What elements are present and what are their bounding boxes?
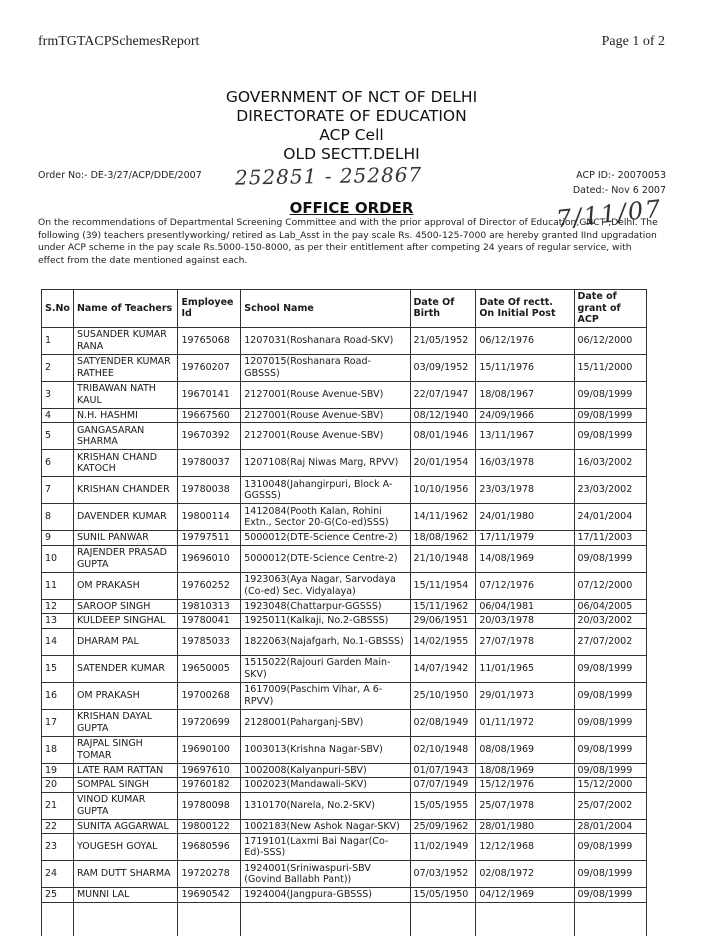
cell-sno: 15 [42,655,74,682]
letterhead [0,88,703,164]
cell-recruitment-date: 17/11/1979 [476,531,574,546]
cell-sno: 7 [42,477,74,504]
cell-acp-grant-date: 15/12/2000 [574,778,646,793]
cell-school: 1923048(Chattarpur-GGSSS) [241,599,410,614]
table-row [42,709,647,736]
empty-cell [476,902,574,936]
acp-id: ACP ID:- 20070053 [576,170,666,181]
cell-school: 1924001(Sriniwaspuri-SBV (Govind Ballabh Pant)) [241,861,410,888]
cell-name: OM PRAKASH [73,572,178,599]
cell-recruitment-date: 24/01/1980 [476,504,574,531]
cell-dob: 25/09/1962 [410,819,476,834]
cell-recruitment-date: 18/08/1967 [476,381,574,408]
table-row [42,763,647,778]
cell-employee-id: 19690100 [178,736,241,763]
cell-sno: 20 [42,778,74,793]
cell-name: SUNIL PANWAR [73,531,178,546]
header-school: School Name [241,290,410,328]
cell-name: MUNNI LAL [73,888,178,903]
cell-school: 1923063(Aya Nagar, Sarvodaya (Co-ed) Sec. Vidyalaya) [241,572,410,599]
cell-name: LATE RAM RATTAN [73,763,178,778]
cell-recruitment-date: 11/01/1965 [476,655,574,682]
cell-name: SUSANDER KUMAR RANA [73,327,178,354]
table-row [42,834,647,861]
header-sno: S.No [42,290,74,328]
cell-employee-id: 19780038 [178,477,241,504]
cell-school: 1924004(Jangpura-GBSSS) [241,888,410,903]
cell-school: 1207015(Roshanara Road-GBSSS) [241,354,410,381]
cell-sno: 17 [42,709,74,736]
cell-name: RAM DUTT SHARMA [73,861,178,888]
cell-name: KULDEEP SINGHAL [73,614,178,629]
letterhead-government: GOVERNMENT OF NCT OF DELHI [225,88,478,106]
cell-sno: 16 [42,682,74,709]
cell-sno: 23 [42,834,74,861]
cell-acp-grant-date: 09/08/1999 [574,709,646,736]
page-indicator: Page 1 of 2 [601,34,665,49]
cell-school: 1002023(Mandawali-SKV) [241,778,410,793]
cell-sno: 24 [42,861,74,888]
cell-recruitment-date: 14/08/1969 [476,545,574,572]
cell-employee-id: 19720278 [178,861,241,888]
cell-acp-grant-date: 09/08/1999 [574,736,646,763]
cell-sno: 21 [42,792,74,819]
cell-employee-id: 19780041 [178,614,241,629]
cell-employee-id: 19760182 [178,778,241,793]
table-row [42,655,647,682]
cell-sno: 8 [42,504,74,531]
cell-employee-id: 19765068 [178,327,241,354]
order-preamble: On the recommendations of Departmental Screening Committee and with the prior approval of Director of Education,GNCT ,Delhi. The following (39) teachers presentlyworking/ retired as Lab_Asst in the pay scale Rs. 4500-125-7000 are hereby granted IInd upgradation under ACP scheme in the pay scale Rs.5000-150-8000, as per their entitlement after competing 24 years of regular service, with effect from the date mentioned against each. [38,217,658,266]
cell-dob: 10/10/1956 [410,477,476,504]
cell-name: SUNITA AGGARWAL [73,819,178,834]
handwritten-reference-number: 252851 - 252867 [234,162,423,190]
cell-dob: 14/07/1942 [410,655,476,682]
table-row [42,477,647,504]
cell-acp-grant-date: 09/08/1999 [574,545,646,572]
cell-acp-grant-date: 15/11/2000 [574,354,646,381]
cell-sno: 1 [42,327,74,354]
table-row [42,599,647,614]
cell-employee-id: 19785033 [178,628,241,655]
cell-recruitment-date: 01/11/1972 [476,709,574,736]
cell-school: 1310170(Narela, No.2-SKV) [241,792,410,819]
cell-recruitment-date: 29/01/1973 [476,682,574,709]
cell-acp-grant-date: 25/07/2002 [574,792,646,819]
cell-recruitment-date: 20/03/1978 [476,614,574,629]
cell-acp-grant-date: 09/08/1999 [574,763,646,778]
table-row [42,408,647,423]
order-number: Order No:- DE-3/27/ACP/DDE/2007 [38,170,202,181]
cell-employee-id: 19697610 [178,763,241,778]
cell-sno: 3 [42,381,74,408]
cell-name: TRIBAWAN NATH KAUL [73,381,178,408]
cell-dob: 15/05/1955 [410,792,476,819]
letterhead-directorate: DIRECTORATE OF EDUCATION [236,107,467,125]
cell-acp-grant-date: 17/11/2003 [574,531,646,546]
cell-dob: 01/07/1943 [410,763,476,778]
cell-sno: 12 [42,599,74,614]
cell-employee-id: 19680596 [178,834,241,861]
print-header [38,34,665,52]
cell-recruitment-date: 06/04/1981 [476,599,574,614]
cell-recruitment-date: 15/12/1976 [476,778,574,793]
cell-recruitment-date: 06/12/1976 [476,327,574,354]
letterhead-address: OLD SECTT.DELHI [283,145,420,163]
cell-school: 2127001(Rouse Avenue-SBV) [241,408,410,423]
header-recruitment-date: Date Of rectt. On Initial Post [476,290,574,328]
cell-dob: 08/12/1940 [410,408,476,423]
cell-name: KRISHAN DAYAL GUPTA [73,709,178,736]
table-row [42,682,647,709]
cell-name: KRISHAN CHANDER [73,477,178,504]
header-name: Name of Teachers [73,290,178,328]
cell-school: 1515022(Rajouri Garden Main-SKV) [241,655,410,682]
cell-acp-grant-date: 09/08/1999 [574,408,646,423]
cell-name: DAVENDER KUMAR [73,504,178,531]
teachers-table [41,289,647,936]
empty-cell [574,902,646,936]
empty-cell [241,902,410,936]
letterhead-cell: ACP Cell [319,126,384,144]
cell-recruitment-date: 02/08/1972 [476,861,574,888]
cell-recruitment-date: 27/07/1978 [476,628,574,655]
cell-school: 1002183(New Ashok Nagar-SKV) [241,819,410,834]
cell-school: 1310048(Jahangirpuri, Block A-GGSSS) [241,477,410,504]
cell-dob: 02/10/1948 [410,736,476,763]
cell-acp-grant-date: 24/01/2004 [574,504,646,531]
table-row [42,819,647,834]
table-row [42,736,647,763]
cell-name: RAJPAL SINGH TOMAR [73,736,178,763]
cell-sno: 19 [42,763,74,778]
table-row [42,327,647,354]
cell-acp-grant-date: 09/08/1999 [574,682,646,709]
cell-dob: 29/06/1951 [410,614,476,629]
cell-acp-grant-date: 09/08/1999 [574,381,646,408]
cell-dob: 11/02/1949 [410,834,476,861]
cell-employee-id: 19797511 [178,531,241,546]
table-row [42,423,647,450]
cell-name: SATENDER KUMAR [73,655,178,682]
cell-sno: 10 [42,545,74,572]
order-date: Dated:- Nov 6 2007 [572,185,666,196]
cell-dob: 02/08/1949 [410,709,476,736]
cell-sno: 25 [42,888,74,903]
table-row [42,545,647,572]
cell-recruitment-date: 12/12/1968 [476,834,574,861]
cell-school: 2128001(Paharganj-SBV) [241,709,410,736]
cell-school: 1617009(Paschim Vihar, A 6-RPVV) [241,682,410,709]
cell-employee-id: 19720699 [178,709,241,736]
cell-school: 1207108(Raj Niwas Marg, RPVV) [241,450,410,477]
cell-dob: 25/10/1950 [410,682,476,709]
cell-sno: 13 [42,614,74,629]
cell-acp-grant-date: 07/12/2000 [574,572,646,599]
cell-name: GANGASARAN SHARMA [73,423,178,450]
cell-name: VINOD KUMAR GUPTA [73,792,178,819]
cell-employee-id: 19810313 [178,599,241,614]
table-row [42,450,647,477]
cell-name: OM PRAKASH [73,682,178,709]
cell-acp-grant-date: 23/03/2002 [574,477,646,504]
cell-acp-grant-date: 06/04/2005 [574,599,646,614]
cell-name: SATYENDER KUMAR RATHEE [73,354,178,381]
cell-sno: 11 [42,572,74,599]
table-row [42,614,647,629]
table-row [42,792,647,819]
cell-school: 2127001(Rouse Avenue-SBV) [241,381,410,408]
cell-dob: 20/01/1954 [410,450,476,477]
cell-recruitment-date: 25/07/1978 [476,792,574,819]
cell-acp-grant-date: 09/08/1999 [574,655,646,682]
cell-sno: 18 [42,736,74,763]
cell-employee-id: 19780098 [178,792,241,819]
cell-dob: 03/09/1952 [410,354,476,381]
cell-employee-id: 19760207 [178,354,241,381]
cell-sno: 14 [42,628,74,655]
cell-employee-id: 19667560 [178,408,241,423]
cell-sno: 2 [42,354,74,381]
empty-cell [410,902,476,936]
cell-school: 2127001(Rouse Avenue-SBV) [241,423,410,450]
table-header-row [42,290,647,328]
cell-employee-id: 19700268 [178,682,241,709]
table-row [42,778,647,793]
cell-dob: 08/01/1946 [410,423,476,450]
cell-acp-grant-date: 09/08/1999 [574,888,646,903]
cell-dob: 14/11/1962 [410,504,476,531]
cell-sno: 6 [42,450,74,477]
cell-employee-id: 19760252 [178,572,241,599]
cell-employee-id: 19696010 [178,545,241,572]
cell-name: SAROOP SINGH [73,599,178,614]
cell-employee-id: 19670392 [178,423,241,450]
cell-acp-grant-date: 27/07/2002 [574,628,646,655]
cell-acp-grant-date: 09/08/1999 [574,861,646,888]
cell-recruitment-date: 15/11/1976 [476,354,574,381]
cell-dob: 15/11/1962 [410,599,476,614]
cell-dob: 21/05/1952 [410,327,476,354]
cell-name: N.H. HASHMI [73,408,178,423]
cell-dob: 18/08/1962 [410,531,476,546]
cell-recruitment-date: 16/03/1978 [476,450,574,477]
cell-acp-grant-date: 28/01/2004 [574,819,646,834]
table-row [42,531,647,546]
cell-dob: 21/10/1948 [410,545,476,572]
cell-employee-id: 19800114 [178,504,241,531]
header-dob: Date Of Birth [410,290,476,328]
cell-acp-grant-date: 09/08/1999 [574,834,646,861]
cell-name: SOMPAL SINGH [73,778,178,793]
cell-school: 5000012(DTE-Science Centre-2) [241,545,410,572]
cell-acp-grant-date: 06/12/2000 [574,327,646,354]
table-row [42,572,647,599]
cell-employee-id: 19800122 [178,819,241,834]
cell-school: 1822063(Najafgarh, No.1-GBSSS) [241,628,410,655]
cell-sno: 4 [42,408,74,423]
cell-employee-id: 19780037 [178,450,241,477]
cell-recruitment-date: 28/01/1980 [476,819,574,834]
empty-cell [178,902,241,936]
header-acp-grant-date: Date of grant of ACP [574,290,646,328]
cell-recruitment-date: 04/12/1969 [476,888,574,903]
cell-recruitment-date: 23/03/1978 [476,477,574,504]
cell-dob: 07/03/1952 [410,861,476,888]
cell-dob: 15/11/1954 [410,572,476,599]
cell-dob: 07/07/1949 [410,778,476,793]
cell-name: DHARAM PAL [73,628,178,655]
cell-recruitment-date: 18/08/1969 [476,763,574,778]
cell-employee-id: 19670141 [178,381,241,408]
table-row [42,861,647,888]
cell-name: KRISHAN CHAND KATOCH [73,450,178,477]
empty-cell [73,902,178,936]
cell-school: 5000012(DTE-Science Centre-2) [241,531,410,546]
table-row [42,381,647,408]
table-row [42,628,647,655]
cell-school: 1412084(Pooth Kalan, Rohini Extn., Sector 20-G(Co-ed)SSS) [241,504,410,531]
cell-employee-id: 19650005 [178,655,241,682]
cell-school: 1925011(Kalkaji, No.2-GBSSS) [241,614,410,629]
cell-dob: 22/07/1947 [410,381,476,408]
cell-recruitment-date: 08/08/1969 [476,736,574,763]
cell-acp-grant-date: 20/03/2002 [574,614,646,629]
cell-recruitment-date: 13/11/1967 [476,423,574,450]
table-row [42,354,647,381]
cell-sno: 22 [42,819,74,834]
cell-name: RAJENDER PRASAD GUPTA [73,545,178,572]
cell-recruitment-date: 24/09/1966 [476,408,574,423]
cell-sno: 5 [42,423,74,450]
table-row [42,504,647,531]
table-continuation-row [42,902,647,936]
document-title: OFFICE ORDER [289,199,414,217]
table-row [42,888,647,903]
handwritten-date: 7/11/07 [555,194,665,234]
cell-school: 1719101(Laxmi Bai Nagar(Co-Ed)-SSS) [241,834,410,861]
cell-employee-id: 19690542 [178,888,241,903]
report-name: frmTGTACPSchemesReport [38,34,200,49]
empty-cell [42,902,74,936]
cell-school: 1003013(Krishna Nagar-SBV) [241,736,410,763]
cell-dob: 15/05/1950 [410,888,476,903]
cell-acp-grant-date: 09/08/1999 [574,423,646,450]
cell-name: YOUGESH GOYAL [73,834,178,861]
cell-school: 1002008(Kalyanpuri-SBV) [241,763,410,778]
cell-sno: 9 [42,531,74,546]
cell-school: 1207031(Roshanara Road-SKV) [241,327,410,354]
header-employee-id: Employee Id [178,290,241,328]
cell-acp-grant-date: 16/03/2002 [574,450,646,477]
cell-recruitment-date: 07/12/1976 [476,572,574,599]
cell-dob: 14/02/1955 [410,628,476,655]
